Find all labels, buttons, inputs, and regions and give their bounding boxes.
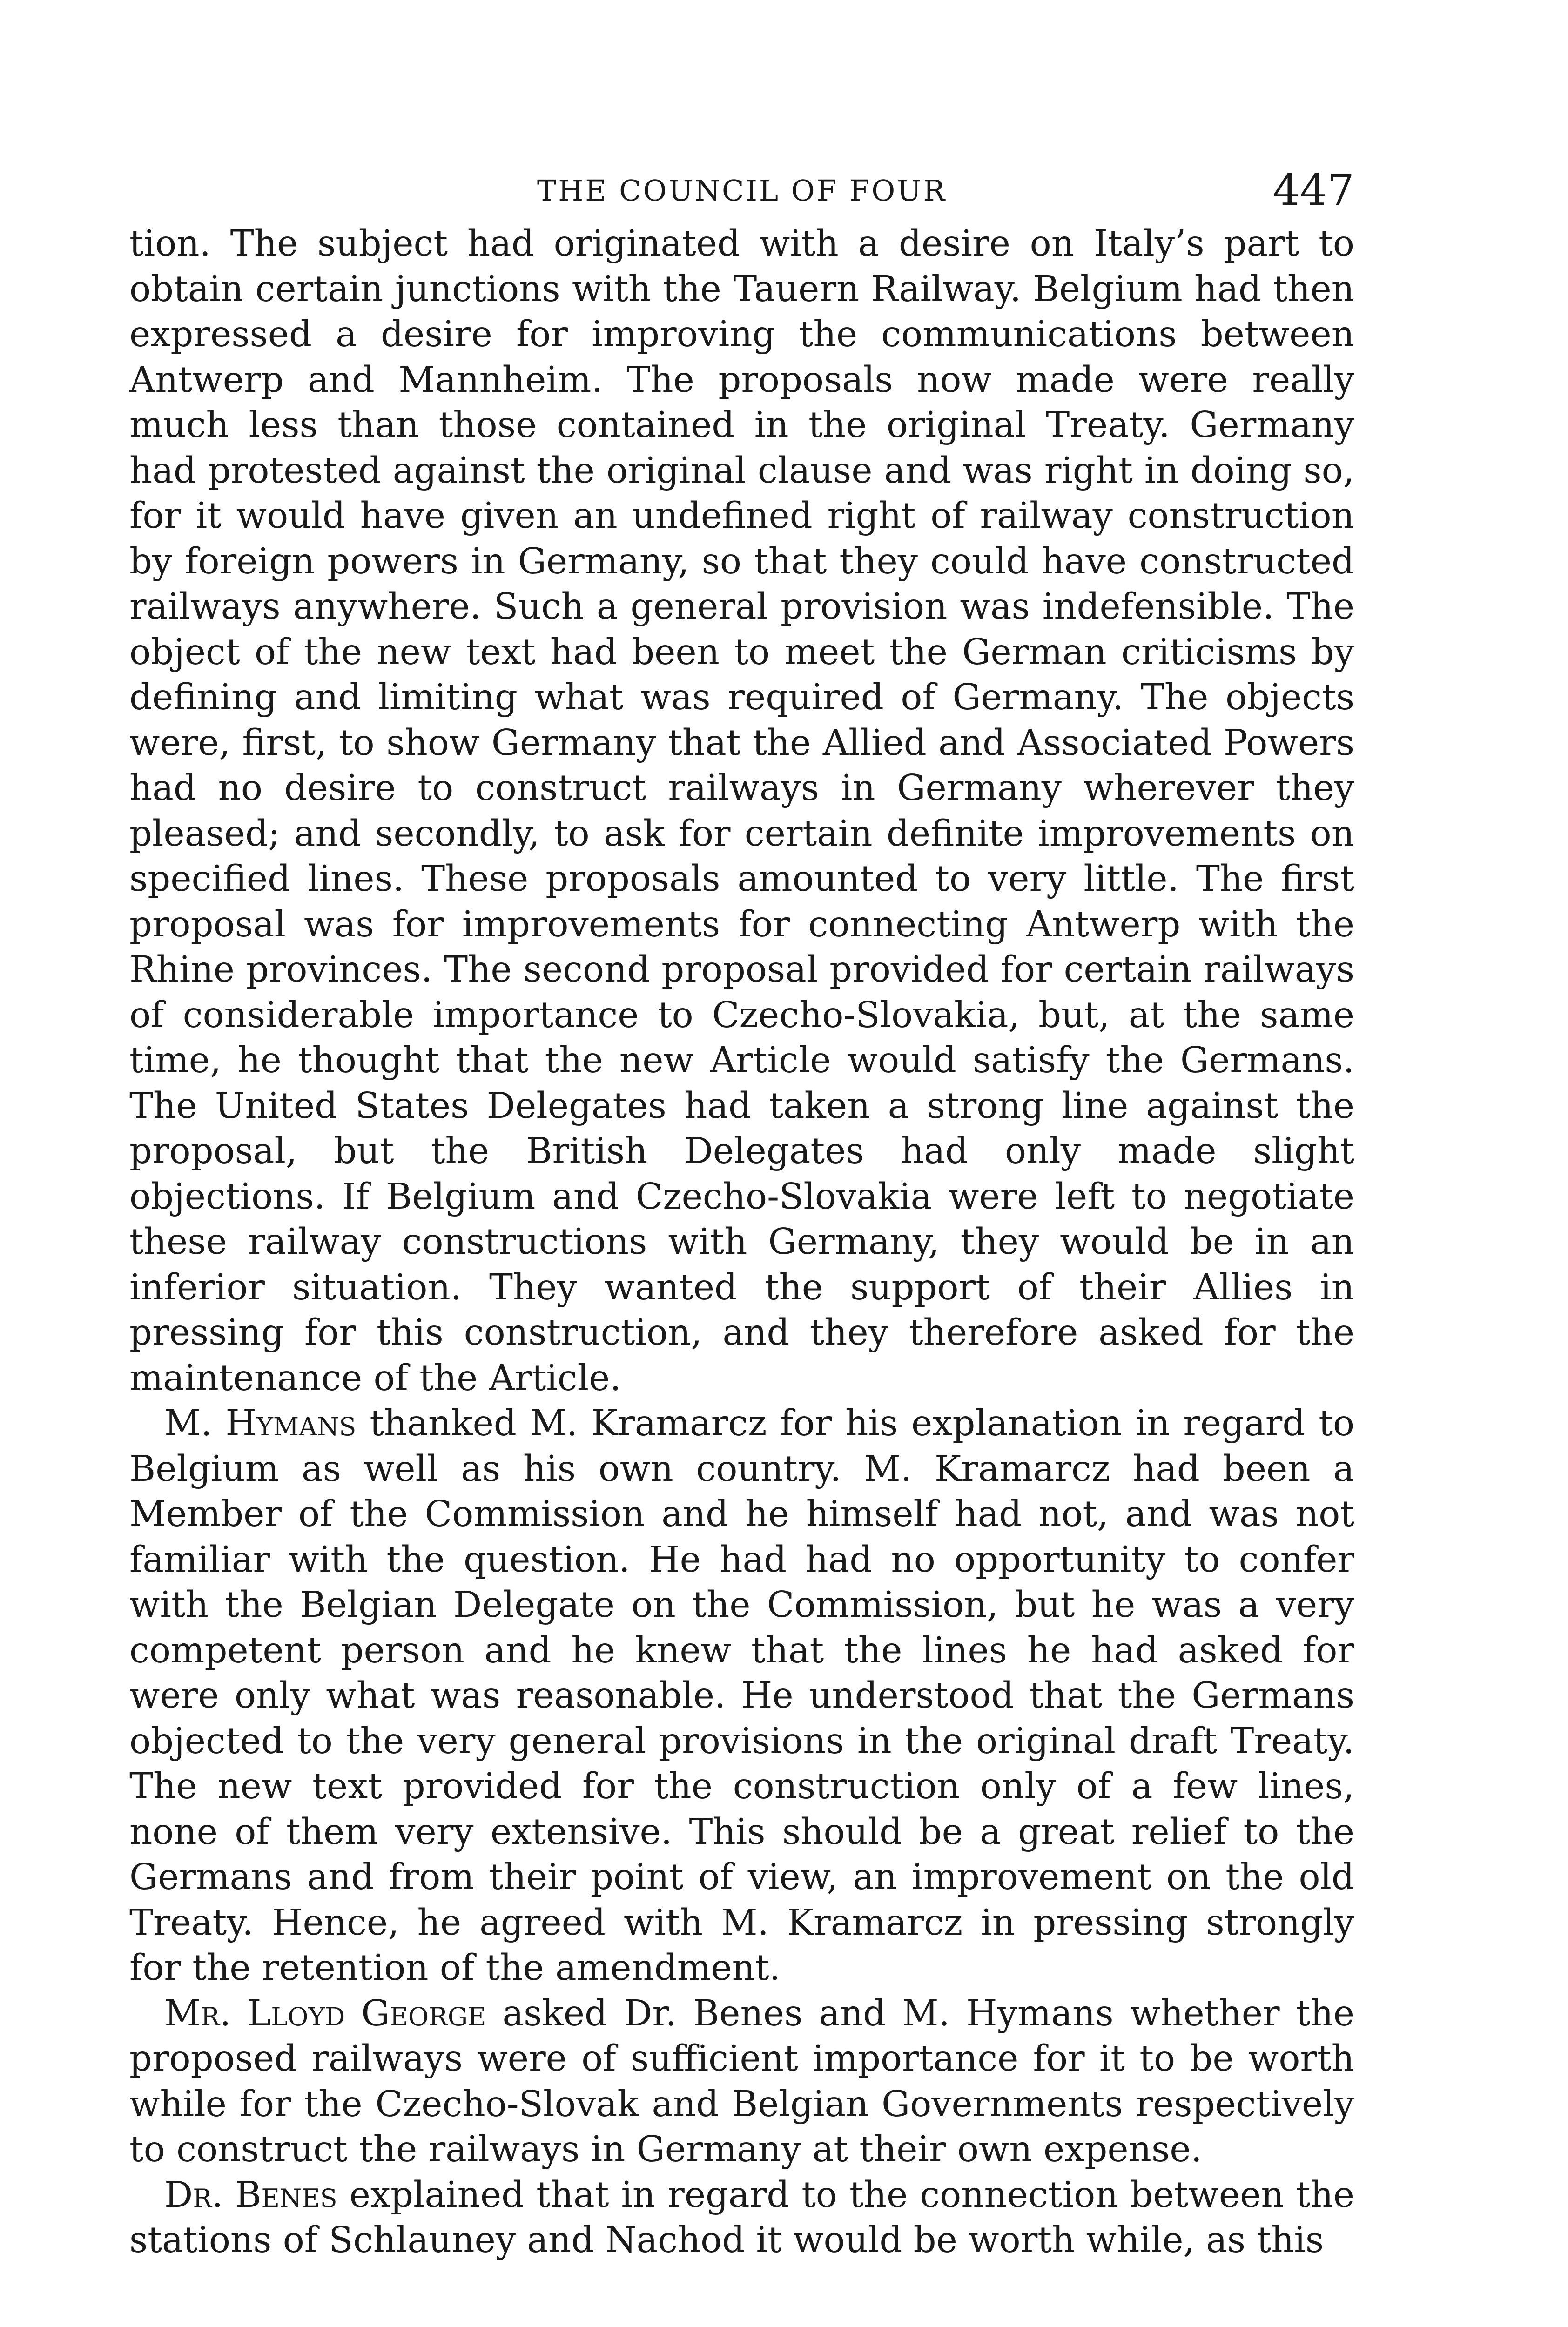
paragraph-continuation (129, 221, 1354, 1401)
speaker-name: Mr. Lloyd George (164, 1992, 486, 2034)
paragraph-text: thanked M. Kramarcz for his explanation in regard to Belgium as well as his own country. M. Kramarcz had been a Member of the Commission and he himself had not, and was not familiar with the question. He had had no opportunity to confer with the Belgian Delegate on the Commission, but he was a very competent person and he knew that the lines he had asked for were only what was reasonable. He understood that the Germans objected to the very general provisions in the original draft Treaty. The new text provided for the construction only of a few lines, none of them very extensive. This should be a great relief to the Germans and from their point of view, an improvement on the old Treaty. Hence, he agreed with M. Kramarcz in pressing strongly for the retention of the amendment. (129, 1403, 1355, 1989)
paragraph-text: tion. The subject had originated with a desire on Italy’s part to obtain certain junctions with the Tauern Railway. Belgium had then expressed a desire for improving the communications between Antwerp and Mannheim. The proposals now made were really much less than those contained in the original Treaty. Germany had protested against the original clause and was right in doing so, for it would have given an undefined right of railway construction by foreign powers in Germany, so that they could have constructed railways anywhere. Such a general provision was indefensible. The object of the new text had been to meet the German criticisms by defining and limiting what was required of Germany. The objects were, first, to show Germany that the Allied and Associated Powers had no desire to construct railways in Germany wherever they pleased; and secondly, to ask for certain definite improvements on specified lines. These proposals amounted to very little. The first proposal was for improvements for connecting Antwerp with the Rhine provinces. The second proposal provided for certain railways of considerable importance to Czecho-Slovakia, but, at the same time, he thought that the new Article would satisfy the Germans. The United States Delegates had taken a strong line against the proposal, but the British Delegates had only made slight objections. If Belgium and Czecho-Slovakia were left to negotiate these railway constructions with Germany, they would be in an inferior situation. They wanted the support of their Allies in pressing for this construction, and they therefore asked for the maintenance of the Article. (129, 223, 1354, 1399)
running-head (129, 165, 1354, 221)
paragraph-text: explained that in regard to the connection between the stations of Schlauney and Nachod it would be worth while, as this (129, 2174, 1354, 2261)
document-page (129, 165, 1354, 2263)
body-text (129, 221, 1354, 2263)
speaker-name: Dr. Benes (164, 2174, 337, 2216)
paragraph-text: asked Dr. Benes and M. Hymans whether the proposed railways were of sufficient importance for it to be worth while for the Czecho-Slovak and Belgian Governments respectively to construct the railways in Germany at their own expense. (129, 1992, 1355, 2170)
paragraph-hymans (129, 1401, 1354, 1991)
paragraph-benes (129, 2172, 1354, 2263)
paragraph-lloyd-george (129, 1991, 1354, 2172)
speaker-name: M. Hymans (164, 1403, 357, 1444)
page-number: 447 (1272, 165, 1354, 215)
running-title: THE COUNCIL OF FOUR (537, 174, 947, 208)
